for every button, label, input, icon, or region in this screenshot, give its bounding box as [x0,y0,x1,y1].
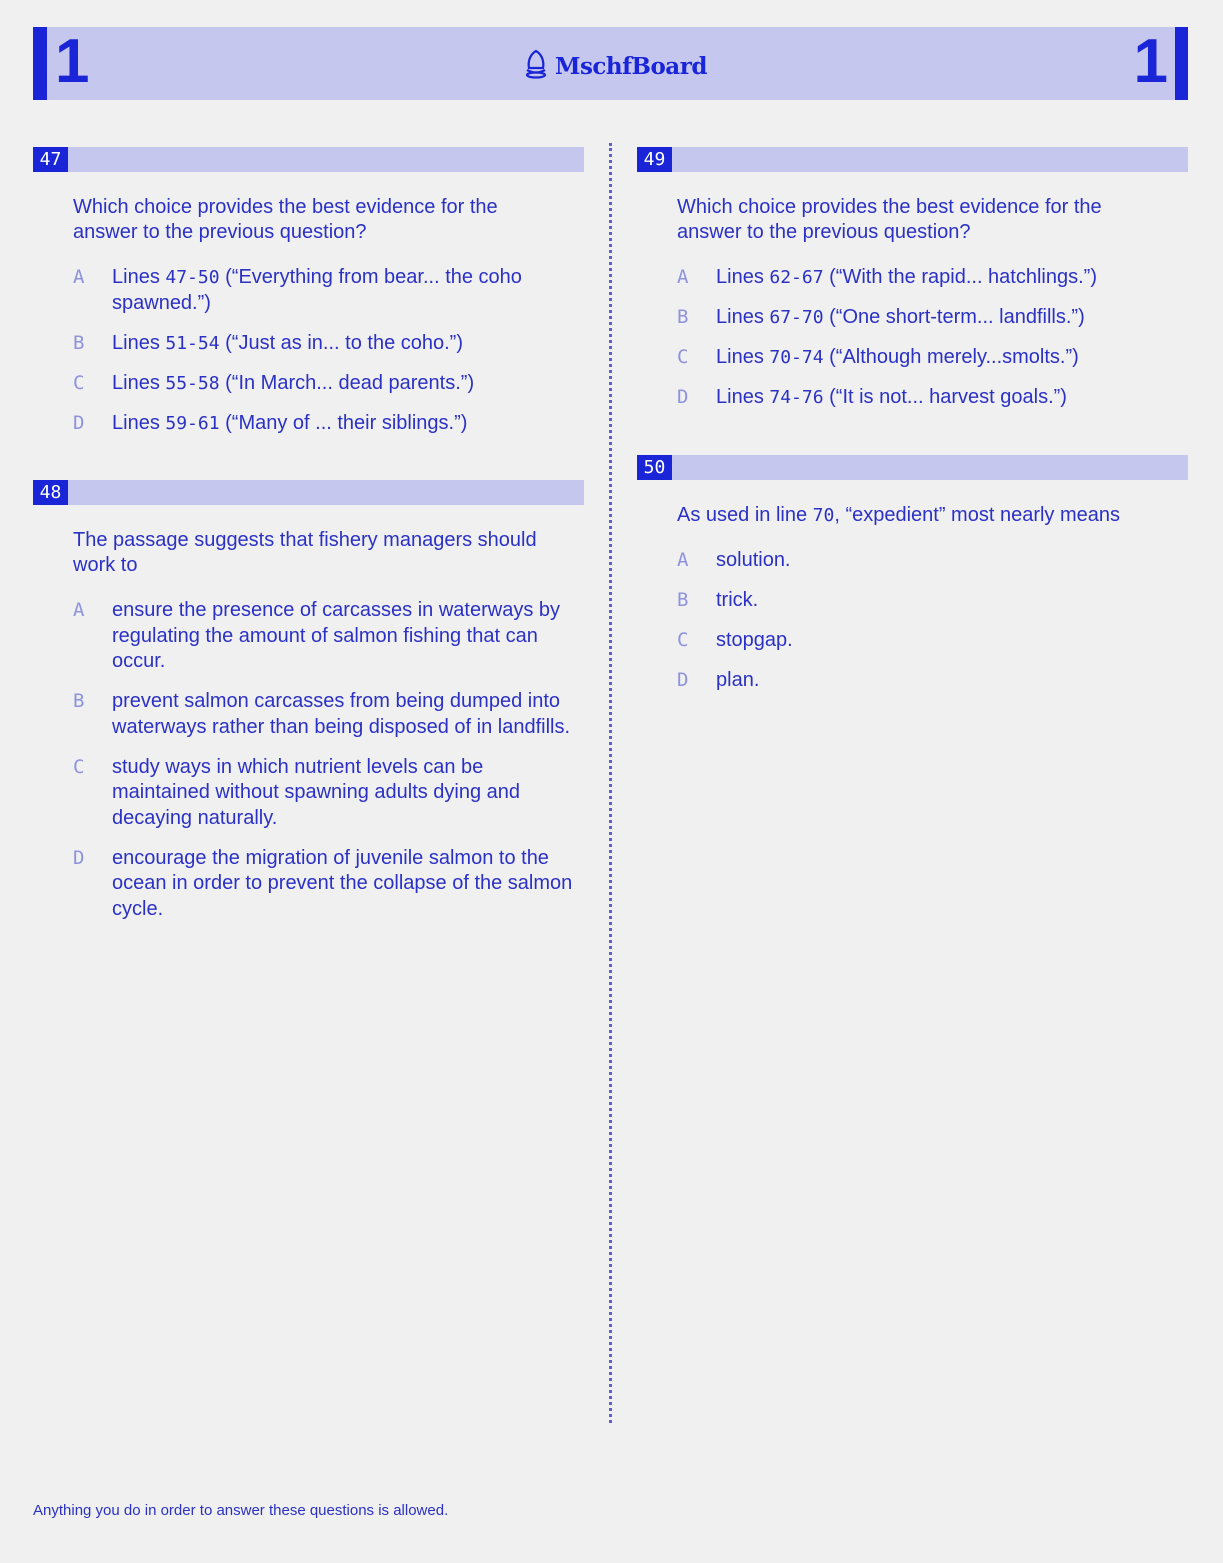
line-ref: 74-76 [769,387,824,408]
question-text: The passage suggests that fishery managers should work to [73,529,537,576]
line-ref: 51-54 [165,332,220,354]
choice-letter: A [73,599,85,621]
question-number: 47 [33,147,68,172]
choice-text: stopgap. [716,628,793,651]
choice-prefix: Lines [716,346,770,368]
question-text: Which choice provides the best evidence for the answer to the previous question? [73,196,498,243]
choice-text: solution. [716,548,791,571]
choice-c[interactable] [677,628,1188,654]
choice-letter: B [677,306,689,328]
choice-letter: D [677,668,689,691]
choice-letter: B [677,588,689,611]
footer-note: Anything you do in order to answer these questions is allowed. [33,1502,449,1519]
question-text: Which choice provides the best evidence for the answer to the previous question? [677,196,1102,243]
header-accent-bar-left [33,27,47,100]
choice-a[interactable] [73,598,584,675]
column-divider [609,143,612,1423]
line-ref: 55-58 [165,372,220,394]
choice-text: (“One short-term... landfills.”) [823,306,1085,328]
choice-d[interactable] [73,846,584,923]
page-header [33,27,1188,100]
choice-letter: B [73,690,85,712]
choice-letter: A [677,548,689,571]
choice-text: (“In March... dead parents.”) [219,371,475,394]
line-ref: 59-61 [165,412,220,434]
question-prefix: As used in line [677,503,813,526]
choice-letter: D [73,846,85,869]
question-band [637,147,1188,172]
answer-choices [73,265,584,436]
brand-logo [523,49,707,84]
choice-c[interactable] [73,755,584,832]
choice-a[interactable] [677,548,1188,574]
question-suffix: , “expedient” most nearly means [834,503,1121,526]
choice-letter: C [677,628,689,651]
section-number-left: 1 [55,27,90,96]
line-ref: 47-50 [165,267,220,288]
answer-choices [73,598,584,922]
choice-b[interactable] [73,689,584,740]
choice-a[interactable] [677,265,1188,291]
choice-letter: C [73,755,85,778]
section-number-right: 1 [1133,27,1168,96]
choice-b[interactable] [677,588,1188,614]
choice-prefix: Lines [716,386,770,408]
choice-text: prevent salmon carcasses from being dumped into waterways rather than being disposed of in landfills. [112,690,571,738]
choice-text: (“It is not... harvest goals.”) [823,386,1067,408]
acorn-icon [523,49,549,84]
choice-text: (“Just as in... to the coho.”) [219,331,463,354]
choice-text: ensure the presence of carcasses in waterways by regulating the amount of salmon fishing that can occur. [112,599,560,672]
line-ref: 70-74 [769,347,824,368]
choice-text: (“With the rapid... hatchlings.”) [823,266,1097,288]
question-number: 50 [637,455,672,480]
line-ref: 62-67 [769,267,824,288]
line-ref: 67-70 [769,307,824,328]
choice-letter: B [73,331,85,354]
choice-b[interactable] [677,305,1188,331]
choice-letter: D [677,386,689,408]
brand-name: MschfBoard [555,53,707,80]
choice-b[interactable] [73,331,584,357]
question-47 [33,147,584,436]
left-column [33,147,584,966]
choice-d[interactable] [677,385,1188,411]
header-accent-bar-right [1175,27,1188,100]
choice-a[interactable] [73,265,584,316]
choice-text: (“Although merely...smolts.”) [823,346,1079,368]
choice-prefix: Lines [112,411,166,434]
choice-text: (“Everything from bear... the coho spawned.”) [112,266,522,314]
choice-prefix: Lines [112,266,166,288]
question-50 [637,455,1188,694]
question-48 [33,480,584,922]
choice-letter: C [73,371,85,394]
choice-text: (“Many of ... their siblings.”) [219,411,468,434]
choice-text: plan. [716,668,760,691]
choice-text: encourage the migration of juvenile salmon to the ocean in order to prevent the collapse of the salmon cycle. [112,846,573,920]
answer-choices [677,548,1188,694]
choice-c[interactable] [677,345,1188,371]
question-band [33,147,584,172]
choice-letter: A [677,266,689,288]
question-49 [637,147,1188,411]
choice-text: study ways in which nutrient levels can be maintained without spawning adults dying and decaying naturally. [112,755,521,829]
choice-prefix: Lines [112,371,166,394]
question-band [33,480,584,505]
question-text [677,503,1177,528]
choice-d[interactable] [677,668,1188,694]
right-column [637,147,1188,737]
choice-letter: C [677,346,689,368]
question-number: 48 [33,480,68,505]
choice-text: trick. [716,588,759,611]
choice-prefix: Lines [112,331,166,354]
answer-choices [677,265,1188,411]
question-band [637,455,1188,480]
choice-prefix: Lines [716,266,770,288]
choice-letter: A [73,266,85,288]
choice-letter: D [73,411,85,434]
choice-c[interactable] [73,371,584,397]
question-number: 49 [637,147,672,172]
choice-d[interactable] [73,411,584,437]
line-ref: 70 [812,504,835,526]
choice-prefix: Lines [716,306,770,328]
